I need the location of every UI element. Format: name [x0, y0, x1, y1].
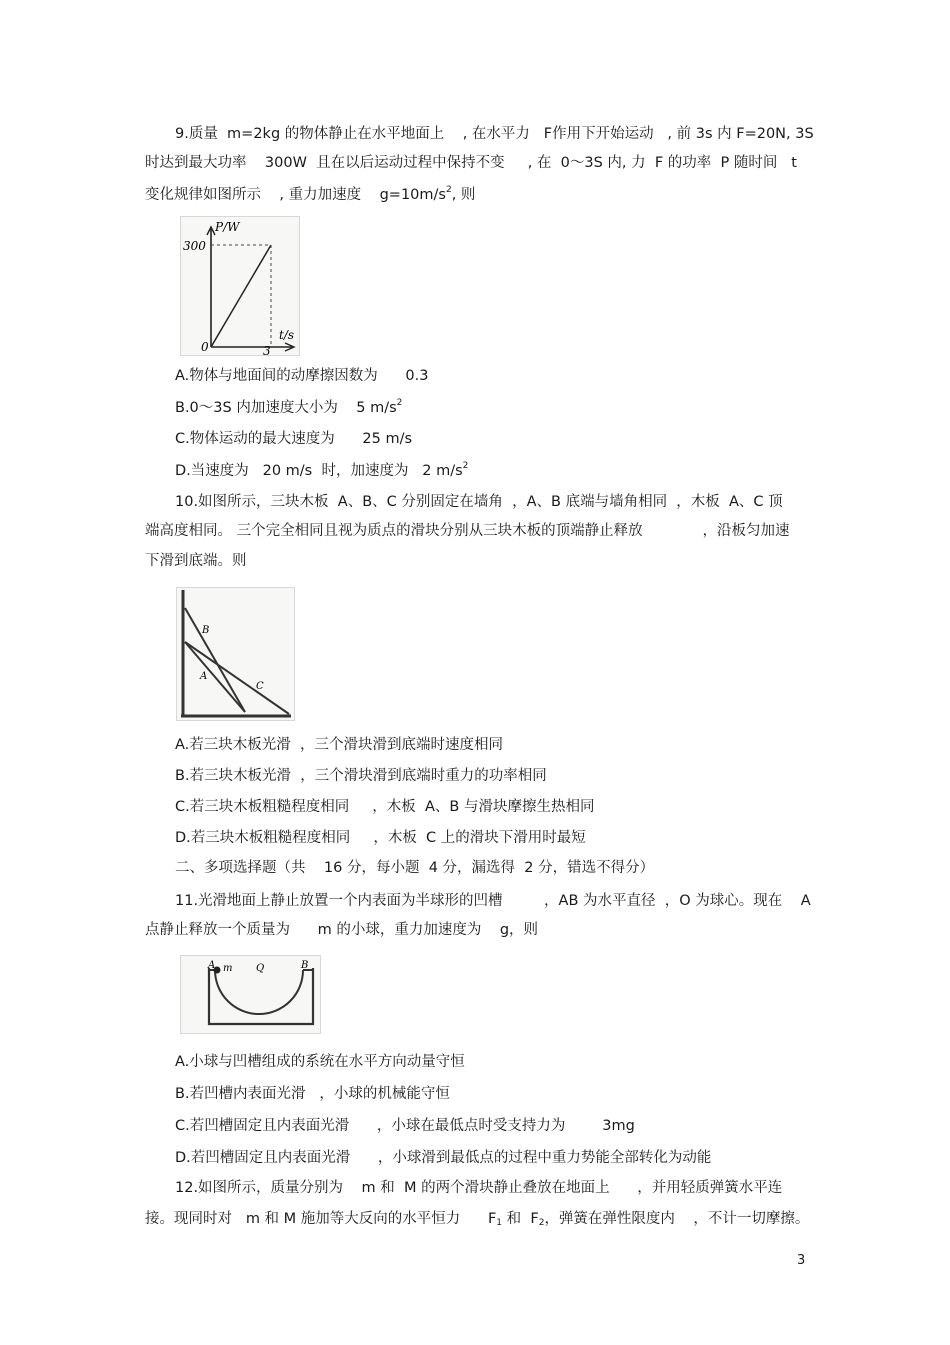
- q11-label-b: B: [301, 960, 309, 971]
- q9-x-label: t/s: [279, 328, 295, 342]
- q10-label-a: A: [200, 671, 208, 682]
- q10-stem-line2: 端高度相同。 三个完全相同且视为质点的滑块分别从三块木板的顶端静止释放 ，沿板匀加速: [145, 523, 790, 539]
- q9-y-tick: 300: [183, 239, 206, 253]
- q9-option-b-text: B.0～3S 内加速度大小为 5 m/s: [175, 400, 397, 416]
- q12-stem-line2-mid: 和 F: [502, 1211, 539, 1227]
- q10-stem-line1: 10.如图所示，三块木板 A、B、C 分别固定在墙角 ，A、B 底端与墙角相同 ，木板 A、C 顶: [175, 494, 783, 510]
- q9-x-tick: 3: [263, 344, 271, 355]
- q11-label-o: Q: [256, 963, 265, 974]
- q10-option-b: B.若三块木板光滑 ，三个滑块滑到底端时重力的功率相同: [175, 768, 547, 784]
- q11-stem-line1: 11.光滑地面上静止放置一个内表面为半球形的凹槽 ，AB 为水平直径 ，O 为球心。现在 A: [175, 893, 811, 909]
- q12-stem-line2-pre: 接。现同时对 m 和 M 施加等大反向的水平恒力 F: [145, 1211, 497, 1227]
- q10-option-d: D.若三块木板粗糙程度相同 ，木板 C 上的滑块下滑用时最短: [175, 830, 586, 846]
- q12-sub-2: 2: [538, 1218, 545, 1228]
- q10-option-a: A.若三块木板光滑 ，三个滑块滑到底端时速度相同: [175, 737, 503, 753]
- q12-stem-line2: [145, 1209, 809, 1229]
- q12-stem-line2-post: ，弹簧在弹性限度内 ，不计一切摩擦。: [544, 1211, 810, 1227]
- q9-stem-line3: [145, 185, 475, 205]
- q10-label-c: C: [256, 681, 264, 692]
- page-number: 3: [797, 1253, 806, 1268]
- q9-stem-line2: 时达到最大功率 300W 且在以后运动过程中保持不变 , 在 0～3S 内, 力 F 的功率 P 随时间 t: [145, 155, 797, 171]
- q10-label-b: B: [202, 625, 210, 636]
- q11-label-m: m: [223, 963, 233, 974]
- q11-option-d: D.若凹槽固定且内表面光滑 ，小球滑到最低点的过程中重力势能全部转化为动能: [175, 1150, 712, 1166]
- q9-power-time-graph: [180, 216, 300, 356]
- q10-stem-line3: 下滑到底端。则: [145, 553, 247, 569]
- q11-option-b: B.若凹槽内表面光滑 ，小球的机械能守恒: [175, 1086, 450, 1102]
- q9-option-b-sup: 2: [396, 398, 403, 408]
- q12-sub-1: 1: [496, 1218, 503, 1228]
- q9-power-line: [211, 245, 271, 347]
- q9-origin: 0: [201, 340, 209, 354]
- q9-option-b: [175, 398, 402, 418]
- q12-stem-line1: 12.如图所示，质量分别为 m 和 M 的两个滑块静止叠放在地面上 ，并用轻质弹簧水平连: [175, 1180, 783, 1196]
- q9-y-label: P/W: [215, 220, 240, 234]
- q9-option-d-text: D.当速度为 20 m/s 时，加速度为 2 m/s: [175, 463, 463, 479]
- q9-stem-line3-pre: 变化规律如图所示 , 重力加速度 g=10m/s: [145, 187, 446, 203]
- q9-option-d: [175, 461, 468, 481]
- q11-hemispherical-groove-figure: [180, 955, 321, 1034]
- q10-option-c: C.若三块木板粗糙程度相同 ，木板 A、B 与滑块摩擦生热相同: [175, 799, 595, 815]
- q10-board-b: [185, 608, 245, 712]
- q10-inclined-boards-figure: [176, 587, 295, 721]
- q9-option-d-sup: 2: [462, 461, 469, 471]
- q11-label-a: A: [208, 960, 216, 971]
- section-heading-multiple-choice: 二、多项选择题（共 16 分，每小题 4 分，漏选得 2 分，错选不得分）: [175, 860, 655, 876]
- q9-stem-line1: 9.质量 m=2kg 的物体静止在水平地面上 , 在水平力 F作用下开始运动 , 前 3s 内 F=20N, 3S: [175, 126, 814, 142]
- q11-option-a: A.小球与凹槽组成的系统在水平方向动量守恒: [175, 1054, 465, 1070]
- q9-option-a: A.物体与地面间的动摩擦因数为 0.3: [175, 368, 429, 384]
- q9-stem-line3-sup: 2: [445, 185, 452, 195]
- q11-stem-line2: 点静止释放一个质量为 m 的小球，重力加速度为 g，则: [145, 922, 539, 938]
- q9-option-c: C.物体运动的最大速度为 25 m/s: [175, 431, 413, 447]
- q11-option-c: C.若凹槽固定且内表面光滑 ，小球在最低点时受支持力为 3mg: [175, 1118, 635, 1134]
- q11-semicircle-surface: [215, 970, 303, 1014]
- q9-stem-line3-post: , 则: [451, 187, 476, 203]
